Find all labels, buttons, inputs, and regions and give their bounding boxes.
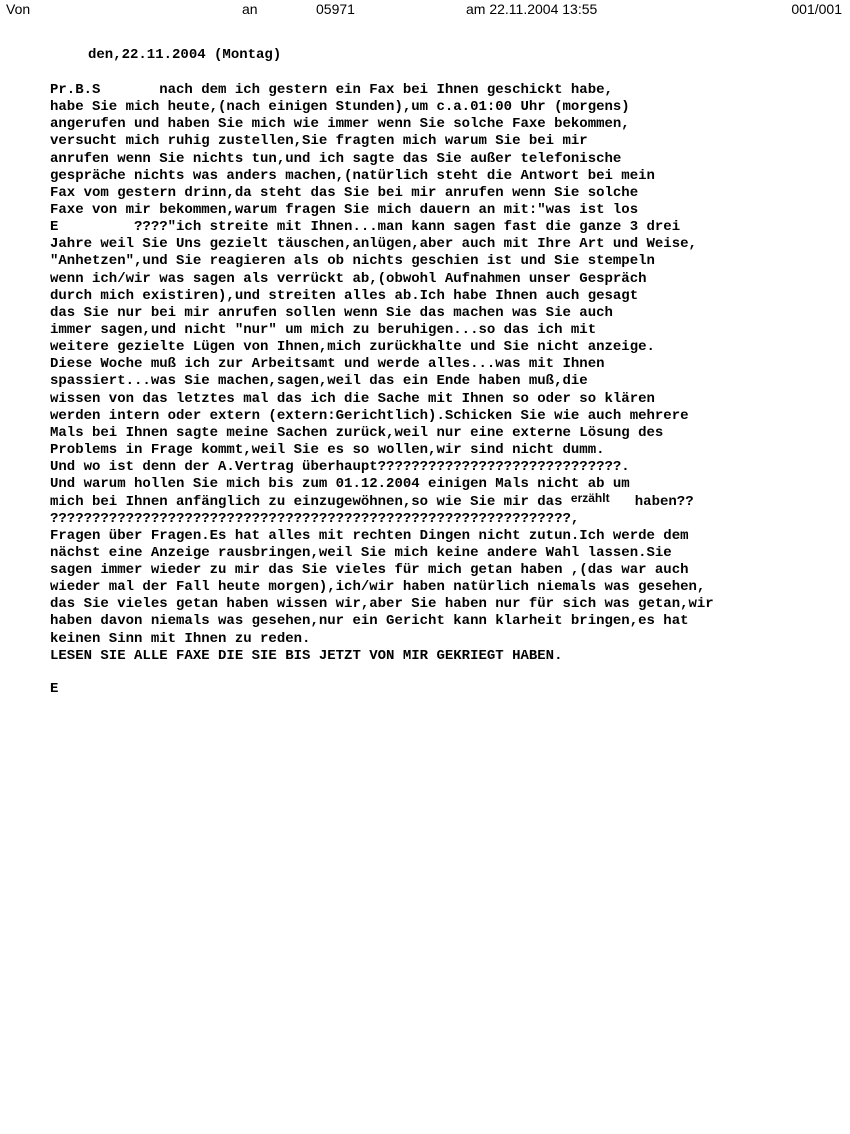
letter-line: werden intern oder extern (extern:Gerichtlich).Schicken Sie wie auch mehrere xyxy=(50,407,689,424)
fax-to-label: an xyxy=(242,1,258,17)
letter-line: nächst eine Anzeige rausbringen,weil Sie mich keine andere Wahl lassen.Sie xyxy=(50,544,672,561)
letter-line: Mals bei Ihnen sagte meine Sachen zurück,weil nur eine externe Lösung des xyxy=(50,424,664,441)
letter-line: wieder mal der Fall heute morgen),ich/wir haben natürlich niemals was gesehen, xyxy=(50,579,706,596)
letter-line: wissen von das letztes mal das ich die Sache mit Ihnen so oder so klären xyxy=(50,390,655,407)
inline-handwritten-word: erzählt xyxy=(570,491,610,506)
letter-line-tail: haben?? xyxy=(609,494,694,511)
letter-line: angerufen und haben Sie mich wie immer wenn Sie solche Faxe bekommen, xyxy=(50,116,630,133)
letter-line: wenn ich/wir was sagen als verrückt ab,(obwohl Aufnahmen unser Gespräch xyxy=(50,270,647,287)
letter-line: haben davon niemals was gesehen,nur ein Gericht kann klarheit bringen,es hat xyxy=(50,613,689,630)
letter-line: Diese Woche muß ich zur Arbeitsamt und werde alles...was mit Ihnen xyxy=(50,356,605,373)
fax-from-label: Von xyxy=(6,1,31,17)
letter-line: Fragen über Fragen.Es hat alles mit rechten Dingen nicht zutun.Ich werde dem xyxy=(50,527,689,544)
signature-initial: E xyxy=(50,681,59,697)
letter-line: LESEN SIE ALLE FAXE DIE SIE BIS JETZT VON MIR GEKRIEGT HABEN. xyxy=(50,647,563,664)
letter-line: spassiert...was Sie machen,sagen,weil das ein Ende haben muß,die xyxy=(50,373,588,390)
letter-line: habe Sie mich heute,(nach einigen Stunden),um c.a.01:00 Uhr (morgens) xyxy=(50,99,630,116)
letter-line: anrufen wenn Sie nichts tun,und ich sagte das Sie außer telefonische xyxy=(50,150,622,167)
letter-line: keinen Sinn mit Ihnen zu reden. xyxy=(50,630,311,647)
letter-line: Und warum hollen Sie mich bis zum 01.12.2004 einigen Mals nicht ab um xyxy=(50,476,630,493)
fax-page-indicator: 001/001 xyxy=(791,1,842,17)
fax-recipient-number: 05971 xyxy=(316,1,355,17)
letter-line: versucht mich ruhig zustellen,Sie fragten mich warum Sie bei mir xyxy=(50,133,588,150)
letter-line: weitere gezielte Lügen von Ihnen,mich zurückhalte und Sie nicht anzeige. xyxy=(50,339,655,356)
fax-transmission-header xyxy=(0,0,850,18)
letter-line: das Sie vieles getan haben wissen wir,aber Sie haben nur für sich was getan,wir xyxy=(50,596,714,613)
letter-body xyxy=(50,82,850,665)
letter-line: Problems in Frage kommt,weil Sie es so wollen,wir sind nicht dumm. xyxy=(50,441,605,458)
letter-line: durch mich existiren),und streiten alles ab.Ich habe Ihnen auch gesagt xyxy=(50,287,639,304)
letter-line: Faxe von mir bekommen,warum fragen Sie mich dauern an mit:"was ist los xyxy=(50,201,639,218)
letter-line: ??????????????????????????????????????????????????????????????, xyxy=(50,510,580,527)
letter-line: das Sie nur bei mir anrufen sollen wenn Sie das machen was Sie auch xyxy=(50,304,613,321)
fax-sent-datetime: am 22.11.2004 13:55 xyxy=(466,1,598,17)
letter-line: Und wo ist denn der A.Vertrag überhaupt?????????????????????????????. xyxy=(50,459,630,476)
letter-date: den,22.11.2004 (Montag) xyxy=(88,47,282,63)
letter-line: Jahre weil Sie Uns gezielt täuschen,anlügen,aber auch mit Ihre Art und Weise, xyxy=(50,236,697,253)
letter-line: gespräche nichts was anders machen,(natürlich steht die Antwort bei mein xyxy=(50,167,655,184)
letter-line: sagen immer wieder zu mir das Sie vieles für mich getan haben ,(das war auch xyxy=(50,561,689,578)
letter-line-with-inline-word xyxy=(50,493,850,510)
letter-line: Fax vom gestern drinn,da steht das Sie bei mir anrufen wenn Sie solche xyxy=(50,184,639,201)
letter-line: "Anhetzen",und Sie reagieren als ob nichts geschien ist und Sie stempeln xyxy=(50,253,655,270)
letter-line-text: mich bei Ihnen anfänglich zu einzugewöhnen,so wie Sie mir das xyxy=(50,494,571,511)
letter-line: Pr.B.S nach dem ich gestern ein Fax bei Ihnen geschickt habe, xyxy=(50,82,613,98)
letter-line: immer sagen,und nicht "nur" um mich zu beruhigen...so das ich mit xyxy=(50,321,597,338)
letter-line: E ????"ich streite mit Ihnen...man kann sagen fast die ganze 3 drei xyxy=(50,219,681,236)
